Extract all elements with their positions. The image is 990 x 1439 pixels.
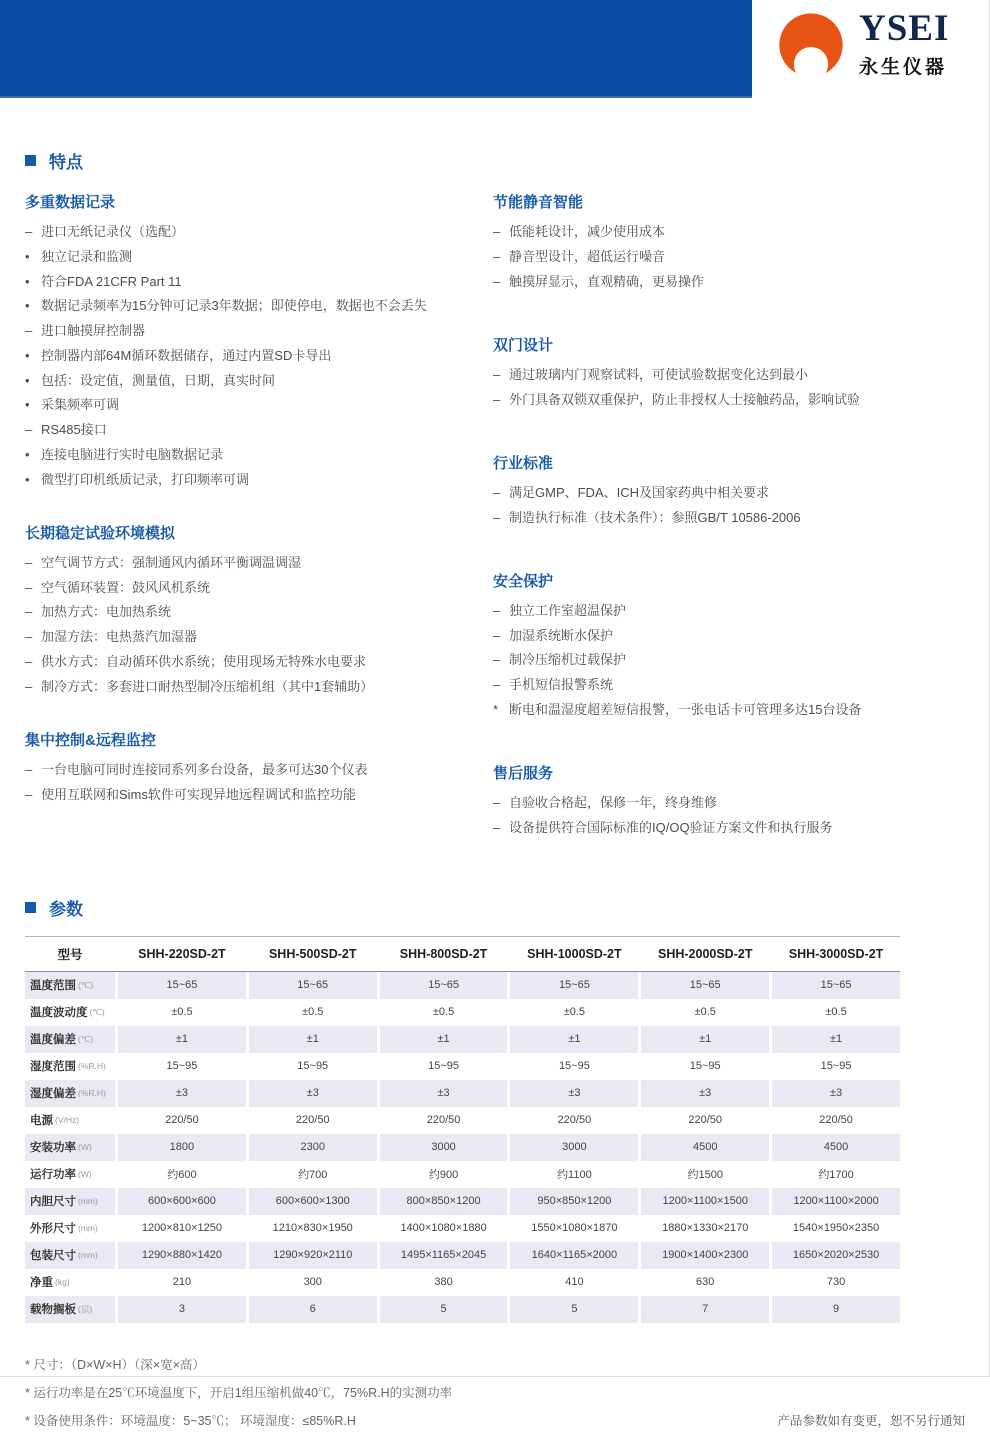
bullet-marker: * bbox=[493, 701, 499, 717]
section-marker-icon bbox=[25, 902, 36, 913]
spec-value: 1880×1330×2170 bbox=[662, 1222, 749, 1234]
bullet-marker: • bbox=[25, 273, 30, 289]
bullet-marker: – bbox=[493, 819, 501, 835]
spec-row-label-text: 湿度偏差 bbox=[30, 1088, 76, 1100]
disclaimer-text: 产品参数如有变更，恕不另行通知 bbox=[777, 1413, 965, 1428]
bullet-marker: – bbox=[493, 484, 501, 500]
spec-row-label bbox=[25, 1161, 115, 1188]
bullet-marker: – bbox=[25, 653, 33, 669]
spec-value: 3 bbox=[118, 1296, 246, 1323]
footnote: * 运行功率是在25℃环境温度下，开启1组压缩机做40℃，75%R.H的实测功率 bbox=[25, 1385, 453, 1400]
spec-value: ±1 bbox=[249, 1026, 377, 1053]
features-column-left bbox=[25, 173, 493, 845]
spec-value: 15~95 bbox=[820, 1060, 852, 1072]
feature-group bbox=[25, 522, 493, 695]
spec-value: 630 bbox=[696, 1276, 715, 1288]
spec-value: ±0.5 bbox=[302, 1006, 324, 1018]
spec-column-header: SHH-500SD-2T bbox=[268, 946, 357, 961]
bullet-marker: – bbox=[25, 786, 33, 802]
spec-value: 7 bbox=[641, 1296, 769, 1323]
bullet-marker: • bbox=[25, 397, 30, 413]
bullet-marker: – bbox=[493, 627, 501, 643]
feature-item-text: 断电和温湿度超差短信报警，一张电话卡可管理多达15台设备 bbox=[509, 701, 862, 717]
spec-value: 5 bbox=[510, 1296, 638, 1323]
specs-title-text: 参数 bbox=[49, 899, 83, 919]
spec-table-row bbox=[25, 1107, 900, 1134]
feature-item-text: 满足GMP、FDA、ICH及国家药典中相关要求 bbox=[509, 484, 770, 500]
bullet-marker: – bbox=[25, 224, 33, 239]
footnote-list bbox=[25, 1355, 452, 1439]
spec-row-unit: (℃) bbox=[78, 979, 94, 990]
spec-value: 6 bbox=[249, 1296, 377, 1323]
feature-item-text: 手机短信报警系统 bbox=[509, 677, 614, 692]
feature-item-text: 空气调节方式：强制通风内循环平衡调温调湿 bbox=[41, 554, 302, 570]
feature-item-text: 空气循环装置：鼓风风机系统 bbox=[41, 579, 211, 595]
spec-row-label-text: 安装功率 bbox=[30, 1142, 76, 1154]
spec-value: 15~65 bbox=[249, 972, 377, 999]
spec-value: ±3 bbox=[772, 1080, 900, 1107]
spec-value: 15~95 bbox=[428, 1060, 460, 1072]
spec-row-label-text: 电源 bbox=[30, 1115, 53, 1127]
bullet-marker: • bbox=[25, 248, 30, 264]
bullet-marker: • bbox=[25, 347, 30, 363]
feature-item-text: 独立记录和监测 bbox=[41, 248, 133, 264]
feature-item-text: 制冷压缩机过载保护 bbox=[509, 652, 627, 668]
spec-row-label bbox=[25, 1134, 115, 1161]
feature-item-text: 加热方式：电加热系统 bbox=[41, 604, 172, 620]
spec-value: 约700 bbox=[298, 1169, 328, 1181]
spec-value: 220/50 bbox=[165, 1114, 199, 1126]
spec-table-header-row bbox=[25, 936, 900, 972]
spec-value: ±1 bbox=[380, 1026, 508, 1053]
spec-value: 1540×1950×2350 bbox=[792, 1222, 880, 1234]
spec-value: 1900×1400×2300 bbox=[641, 1242, 769, 1269]
bullet-marker: – bbox=[493, 652, 501, 668]
feature-item-text: 符合FDA 21CFR Part 11 bbox=[41, 273, 182, 289]
feature-item-text: RS485接口 bbox=[41, 422, 107, 437]
brand-logo-icon bbox=[778, 12, 844, 78]
spec-value: 300 bbox=[303, 1276, 322, 1288]
feature-group bbox=[493, 334, 961, 408]
feature-group-title: 集中控制&远程监控 bbox=[25, 731, 156, 749]
spec-value: 约600 bbox=[167, 1169, 197, 1181]
feature-item bbox=[493, 677, 961, 693]
spec-value: 600×600×600 bbox=[118, 1188, 246, 1215]
spec-value: ±0.5 bbox=[171, 1006, 193, 1018]
feature-item bbox=[493, 274, 961, 290]
spec-value: 220/50 bbox=[426, 1114, 461, 1126]
spec-value: 220/50 bbox=[557, 1114, 592, 1126]
feature-item bbox=[25, 224, 493, 240]
bullet-marker: – bbox=[493, 366, 501, 382]
spec-value: 3000 bbox=[510, 1134, 638, 1161]
feature-item bbox=[25, 604, 493, 620]
spec-value: 2300 bbox=[249, 1134, 377, 1161]
feature-item-text: 供水方式：自动循环供水系统；使用现场无特殊水电要求 bbox=[41, 653, 367, 669]
spec-value: 1550×1080×1870 bbox=[531, 1222, 618, 1234]
spec-model-label: 型号 bbox=[57, 947, 83, 962]
features-columns bbox=[25, 173, 965, 845]
spec-value: 4500 bbox=[641, 1134, 769, 1161]
bullet-marker: – bbox=[25, 554, 33, 570]
spec-value: 1495×1165×2045 bbox=[380, 1242, 508, 1269]
feature-item-text: 独立工作室超温保护 bbox=[509, 602, 627, 618]
spec-column-header: SHH-3000SD-2T bbox=[788, 946, 884, 961]
spec-value: 410 bbox=[565, 1276, 584, 1288]
footnote: * 尺寸：（D×W×H）（深×宽×高） bbox=[25, 1357, 205, 1372]
spec-row-unit: (℃) bbox=[78, 1033, 94, 1044]
spec-value: ±3 bbox=[510, 1080, 638, 1107]
spec-value: 1210×830×1950 bbox=[272, 1222, 353, 1234]
spec-value: ±1 bbox=[510, 1026, 638, 1053]
feature-item-text: 制造执行标准（技术条件）：参照GB/T 10586-2006 bbox=[509, 509, 801, 525]
feature-item bbox=[493, 224, 961, 240]
spec-row-label bbox=[25, 1107, 115, 1134]
spec-column-header: SHH-800SD-2T bbox=[399, 946, 488, 961]
spec-value: ±0.5 bbox=[825, 1006, 847, 1018]
feature-item-text: 触摸屏显示，直观精确，更易操作 bbox=[509, 273, 705, 289]
feature-item-text: 静音型设计，超低运行噪音 bbox=[509, 248, 666, 264]
spec-value: 1290×920×2110 bbox=[249, 1242, 377, 1269]
feature-item bbox=[493, 485, 961, 501]
spec-value: 15~95 bbox=[558, 1060, 590, 1072]
bullet-marker: – bbox=[25, 678, 33, 694]
bullet-marker: – bbox=[25, 422, 33, 437]
bullet-marker: – bbox=[25, 604, 33, 620]
spec-table-row bbox=[25, 1188, 900, 1215]
features-section-title bbox=[25, 148, 965, 173]
spec-value: ±0.5 bbox=[563, 1006, 586, 1018]
spec-row-unit: (%R.H) bbox=[78, 1061, 106, 1071]
bullet-marker: – bbox=[25, 761, 33, 777]
spec-row-unit: (V/Hz) bbox=[55, 1115, 80, 1125]
feature-item bbox=[493, 820, 961, 836]
spec-row-label-text: 净重 bbox=[30, 1277, 53, 1289]
bullet-marker: – bbox=[25, 579, 33, 595]
header-band bbox=[0, 0, 752, 98]
spec-table-row bbox=[25, 1215, 900, 1242]
bullet-marker: – bbox=[493, 795, 501, 810]
spec-row-label bbox=[25, 1242, 115, 1269]
spec-table-row bbox=[25, 1269, 900, 1296]
spec-row-label-text: 湿度范围 bbox=[30, 1061, 76, 1073]
feature-item bbox=[25, 679, 493, 695]
bullet-marker: – bbox=[493, 602, 501, 618]
feature-item bbox=[25, 629, 493, 645]
spec-value: ±0.5 bbox=[432, 1006, 455, 1018]
spec-value: 1200×1100×2000 bbox=[772, 1188, 900, 1215]
spec-value: 3000 bbox=[380, 1134, 508, 1161]
spec-value: ±1 bbox=[118, 1026, 246, 1053]
spec-table-row bbox=[25, 972, 900, 999]
spec-row-label-text: 运行功率 bbox=[30, 1169, 76, 1181]
bullet-marker: – bbox=[493, 677, 501, 692]
feature-group-title: 安全保护 bbox=[493, 572, 554, 590]
feature-group bbox=[25, 191, 493, 488]
spec-value: 约1100 bbox=[557, 1169, 592, 1181]
spec-value: 950×850×1200 bbox=[510, 1188, 638, 1215]
feature-item-text: 控制器内部64M循环数据储存，通过内置SD卡导出 bbox=[41, 347, 332, 363]
feature-group bbox=[493, 570, 961, 718]
feature-group-title: 双门设计 bbox=[493, 336, 554, 354]
feature-group bbox=[493, 452, 961, 526]
spec-table-row bbox=[25, 1053, 900, 1080]
bullet-marker: – bbox=[493, 509, 501, 525]
spec-value: 1400×1080×1880 bbox=[400, 1222, 487, 1234]
spec-value: ±1 bbox=[772, 1026, 900, 1053]
feature-group-title: 节能静音智能 bbox=[493, 194, 584, 211]
spec-row-unit: (kg) bbox=[55, 1277, 70, 1287]
spec-column-header: SHH-1000SD-2T bbox=[527, 946, 622, 961]
spec-value: 15~65 bbox=[380, 972, 508, 999]
bullet-marker: • bbox=[25, 298, 30, 314]
feature-item-text: 自验收合格起，保修一年，终身维修 bbox=[509, 795, 718, 810]
spec-table-row bbox=[25, 1134, 900, 1161]
bullet-marker: • bbox=[25, 446, 30, 462]
specs-section-title bbox=[25, 895, 965, 920]
feature-group bbox=[25, 729, 493, 803]
spec-column-header: SHH-220SD-2T bbox=[138, 946, 226, 961]
feature-item bbox=[493, 510, 961, 526]
feature-item bbox=[493, 702, 961, 718]
feature-item bbox=[493, 367, 961, 383]
bullet-marker: – bbox=[493, 224, 501, 239]
feature-item bbox=[493, 628, 961, 644]
brand-logo bbox=[778, 10, 949, 79]
spec-row-label bbox=[25, 1215, 115, 1242]
footnotes bbox=[25, 1355, 965, 1439]
feature-item bbox=[493, 603, 961, 619]
spec-value: ±3 bbox=[380, 1080, 508, 1107]
spec-value: 9 bbox=[772, 1296, 900, 1323]
feature-item-text: 连接电脑进行实时电脑数据记录 bbox=[41, 446, 224, 462]
feature-item-text: 加湿系统断水保护 bbox=[509, 627, 614, 643]
footnote: * 设备使用条件：环境温度：5~35℃； 环境湿度：≤85%R.H bbox=[25, 1413, 356, 1428]
brand-name: YSEI bbox=[859, 8, 950, 49]
spec-row-label bbox=[25, 972, 115, 999]
spec-value: 4500 bbox=[772, 1134, 900, 1161]
spec-row-unit: (W) bbox=[78, 1169, 92, 1179]
spec-table-row bbox=[25, 1026, 900, 1053]
spec-value: ±3 bbox=[118, 1080, 246, 1107]
spec-value: 15~95 bbox=[297, 1060, 329, 1072]
spec-value: 15~95 bbox=[689, 1060, 721, 1072]
feature-item-text: 进口触摸屏控制器 bbox=[41, 323, 146, 338]
feature-group bbox=[493, 762, 961, 836]
feature-item-text: 进口无纸记录仪（选配） bbox=[41, 224, 185, 239]
spec-row-label-text: 温度偏差 bbox=[30, 1034, 76, 1046]
spec-table-row bbox=[25, 1242, 900, 1269]
spec-value: 15~65 bbox=[510, 972, 638, 999]
spec-row-label-text: 载物搁板 bbox=[30, 1304, 76, 1316]
bullet-marker: – bbox=[493, 273, 501, 289]
bullet-marker: • bbox=[25, 471, 30, 487]
feature-item-text: 通过玻璃内门观察试料，可使试验数据变化达到最小 bbox=[509, 366, 809, 382]
spec-value: 约900 bbox=[428, 1169, 459, 1181]
feature-item bbox=[25, 447, 493, 463]
spec-row-label bbox=[25, 1188, 115, 1215]
feature-item bbox=[493, 249, 961, 265]
spec-value: 220/50 bbox=[819, 1114, 853, 1126]
spec-value: ±0.5 bbox=[694, 1006, 716, 1018]
spec-value: 210 bbox=[172, 1276, 192, 1288]
spec-row-unit: (%R.H) bbox=[78, 1088, 106, 1098]
spec-row-label-text: 包装尺寸 bbox=[30, 1250, 76, 1262]
spec-value: 380 bbox=[434, 1276, 453, 1288]
spec-table-row bbox=[25, 1161, 900, 1188]
features-title-text: 特点 bbox=[49, 153, 83, 172]
page-content bbox=[0, 98, 990, 1439]
spec-value: 1200×810×1250 bbox=[141, 1222, 222, 1234]
spec-row-label-text: 温度波动度 bbox=[30, 1007, 88, 1019]
spec-value: 1800 bbox=[118, 1134, 246, 1161]
feature-item bbox=[493, 392, 961, 408]
spec-value: 15~65 bbox=[118, 972, 246, 999]
feature-item-text: 包括：设定值，测量值，日期，真实时间 bbox=[41, 372, 276, 388]
bullet-marker: – bbox=[493, 391, 501, 407]
spec-row-label bbox=[25, 1080, 115, 1107]
spec-row-unit: (层) bbox=[78, 1304, 93, 1314]
spec-row-label bbox=[25, 1026, 115, 1053]
feature-item-text: 设备提供符合国际标准的IQ/OQ验证方案文件和执行服务 bbox=[509, 819, 833, 835]
feature-item-text: 加湿方法：电热蒸汽加湿器 bbox=[41, 629, 198, 644]
spec-row-label bbox=[25, 999, 115, 1026]
feature-group-title: 售后服务 bbox=[493, 765, 554, 782]
feature-item bbox=[25, 348, 493, 364]
bullet-marker: • bbox=[25, 372, 30, 388]
spec-row-label-text: 外形尺寸 bbox=[30, 1223, 76, 1235]
spec-value: 约1500 bbox=[687, 1169, 723, 1181]
feature-item-text: 一台电脑可同时连接同系列多台设备，最多可达30个仪表 bbox=[41, 761, 368, 777]
feature-item bbox=[25, 249, 493, 265]
feature-item-text: 采集频率可调 bbox=[41, 397, 120, 413]
spec-row-unit: (mm) bbox=[78, 1223, 98, 1233]
feature-item-text: 外门具备双锁双重保护，防止非授权人士接触药品，影响试验 bbox=[509, 391, 861, 407]
spec-value: ±1 bbox=[641, 1026, 769, 1053]
spec-value: 5 bbox=[380, 1296, 508, 1323]
spec-row-label bbox=[25, 1053, 115, 1080]
feature-item bbox=[25, 323, 493, 339]
spec-value: 220/50 bbox=[295, 1114, 330, 1126]
feature-item bbox=[25, 397, 493, 413]
feature-item-text: 微型打印机纸质记录，打印频率可调 bbox=[41, 471, 250, 487]
feature-item bbox=[25, 422, 493, 438]
feature-item bbox=[25, 373, 493, 389]
spec-table-row bbox=[25, 999, 900, 1026]
spec-row-label-text: 内胆尺寸 bbox=[30, 1196, 76, 1208]
spec-value: 1290×880×1420 bbox=[118, 1242, 246, 1269]
feature-item-text: 低能耗设计，减少使用成本 bbox=[509, 224, 666, 239]
spec-table bbox=[25, 936, 900, 1323]
bullet-marker: – bbox=[25, 629, 33, 644]
spec-row-unit: (mm) bbox=[78, 1250, 98, 1260]
spec-value: 220/50 bbox=[688, 1114, 723, 1126]
spec-value: 15~95 bbox=[166, 1060, 198, 1072]
feature-item bbox=[25, 555, 493, 571]
feature-item-text: 制冷方式：多套进口耐热型制冷压缩机组（其中1套辅助） bbox=[41, 678, 374, 694]
spec-row-label bbox=[25, 1269, 115, 1296]
spec-value: 600×600×1300 bbox=[249, 1188, 377, 1215]
spec-value: 800×850×1200 bbox=[380, 1188, 508, 1215]
spec-value: 1200×1100×1500 bbox=[641, 1188, 769, 1215]
features-column-right bbox=[493, 173, 961, 845]
spec-value: 1640×1165×2000 bbox=[510, 1242, 638, 1269]
spec-value: 15~65 bbox=[772, 972, 900, 999]
bullet-marker: – bbox=[493, 248, 501, 264]
feature-item bbox=[493, 652, 961, 668]
spec-table-row bbox=[25, 1080, 900, 1107]
feature-item bbox=[493, 795, 961, 811]
spec-row-label bbox=[25, 1296, 115, 1323]
spec-column-header: SHH-2000SD-2T bbox=[657, 946, 753, 961]
bullet-marker: – bbox=[25, 323, 33, 338]
feature-item bbox=[25, 762, 493, 778]
spec-value: ±3 bbox=[641, 1080, 769, 1107]
spec-row-label-text: 温度范围 bbox=[30, 980, 76, 992]
spec-row-unit: (mm) bbox=[78, 1196, 98, 1206]
spec-value: 约1700 bbox=[818, 1169, 854, 1181]
section-marker-icon bbox=[25, 155, 36, 166]
spec-value: 15~65 bbox=[641, 972, 769, 999]
feature-item bbox=[25, 472, 493, 488]
spec-value: 1650×2020×2530 bbox=[772, 1242, 900, 1269]
feature-item-text: 数据记录频率为15分钟可记录3年数据；即使停电，数据也不会丢失 bbox=[41, 298, 427, 314]
feature-item bbox=[25, 787, 493, 803]
feature-group-title: 长期稳定试验环境模拟 bbox=[25, 524, 176, 542]
spec-table-row bbox=[25, 1296, 900, 1323]
spec-row-unit: (℃) bbox=[89, 1006, 105, 1017]
feature-item bbox=[25, 274, 493, 290]
feature-item bbox=[25, 654, 493, 670]
feature-item bbox=[25, 580, 493, 596]
spec-row-unit: (W) bbox=[78, 1142, 92, 1152]
feature-group bbox=[493, 191, 961, 290]
feature-item-text: 使用互联网和Sims软件可实现异地远程调试和监控功能 bbox=[41, 786, 356, 802]
feature-item bbox=[25, 298, 493, 314]
spec-value: ±3 bbox=[249, 1080, 377, 1107]
brand-subtitle: 永生仪器 bbox=[859, 57, 948, 78]
feature-group-title: 多重数据记录 bbox=[25, 194, 116, 211]
brand-text bbox=[859, 10, 949, 79]
feature-group-title: 行业标准 bbox=[493, 454, 554, 472]
spec-value: 730 bbox=[826, 1276, 846, 1288]
